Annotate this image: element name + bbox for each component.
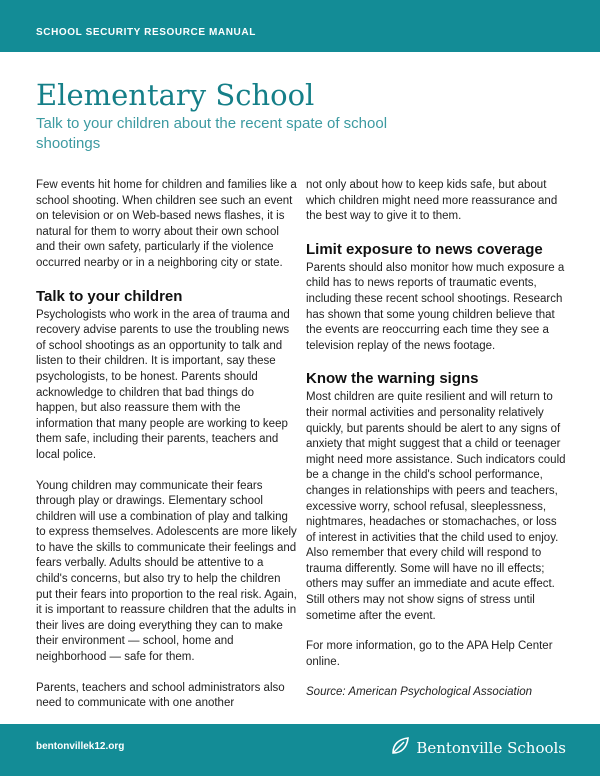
brand-logo	[390, 732, 566, 764]
page-subtitle: Talk to your children about the recent spate of school shootings	[36, 115, 388, 152]
warning-paragraph: Most children are quite resilient and will return to their normal activities and personality relatively quickly, but parents should be alert to any signs of anxiety that might suggest that a child or teenager might need more assistance. Such indicators could be a change in the child's school performance, changes in relationships with peers and teachers, excessive worry, school refusal, sleeplessness, nightmares, headaches or stomachaches, or loss of interest in activities that the child used to enjoy. Also remember that every child will respond to trauma differently. Some will have no ill effects; others may suffer an immediate and acute effect. Still others may not show signs of stress until sometime after the event.	[306, 391, 566, 622]
talk-heading: Talk to your children	[36, 287, 183, 305]
news-heading: Limit exposure to news coverage	[306, 240, 543, 258]
top-banner	[0, 0, 600, 52]
more-info-paragraph: For more information, go to the APA Help Center online.	[306, 640, 553, 668]
talk-paragraph-3: Parents, teachers and school administrators also need to communicate with one another	[36, 681, 285, 710]
warning-heading: Know the warning signs	[306, 370, 479, 388]
brand-name: Bentonville Schools	[416, 739, 566, 757]
intro-paragraph: Few events hit home for children and families like a school shooting. When children see such an event on television or on Web-based news flashes, it is natural for them to worry about their own school and their own safety, particularly if the violence occurred nearby or in a neighboring city or state.	[36, 179, 297, 269]
source-citation: Source: American Psychological Association	[306, 686, 533, 699]
footer-url[interactable]: bentonvillek12.org	[36, 741, 125, 752]
news-paragraph: Parents should also monitor how much exposure a child has to news reports of traumatic events, including these recent school shootings. Research has shown that some young children believe that the events are reoccurring each time they see a television replay of the news footage.	[306, 261, 565, 352]
leaf-icon	[390, 736, 410, 761]
right-column	[306, 178, 568, 716]
manual-label: SCHOOL SECURITY RESOURCE MANUAL	[36, 27, 256, 38]
continuation-paragraph: not only about how to keep kids safe, but about which children might need more reassurance and the best way to give it to them.	[306, 179, 558, 223]
talk-paragraph-2: Young children may communicate their fears through play or drawings. Elementary school children will use a combination of play and talking to express themselves. Adolescents are more likely to have the skills to communicate their feelings and fears verbally. Adults should be attentive to a child's concerns, but also try to help the children put their fears into proportion to the real risk. Again, it is important to reassure children that the adults in their lives are doing everything they can to make their environment — school, home and neighborhood — safe for them.	[36, 479, 297, 664]
page-title: Elementary School	[36, 78, 315, 112]
talk-paragraph-1: Psychologists who work in the area of trauma and recovery advise parents to use the troubling news of school shootings as an opportunity to talk and listen to their children. It is important, say these psychologists, to be honest. Parents should acknowledge to children that bad things do happen, but also reassure them with the information that many people are working to keep them safe, including their parents, teachers and local police.	[36, 308, 290, 461]
footer-banner	[0, 724, 600, 776]
left-column	[36, 178, 298, 727]
